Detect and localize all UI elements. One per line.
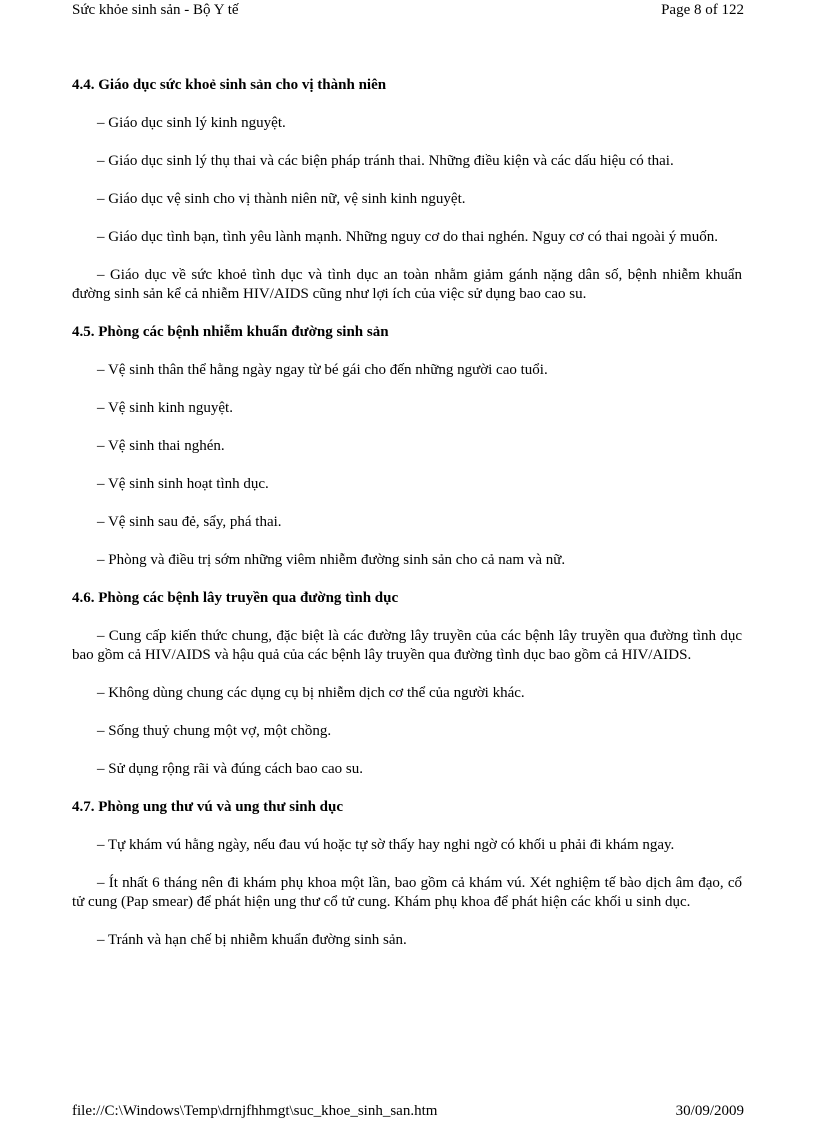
paragraph: – Giáo dục vệ sinh cho vị thành niên nữ, vệ sinh kinh nguyệt. — [97, 191, 466, 207]
paragraph: – Tự khám vú hằng ngày, nếu đau vú hoặc tự sờ thấy hay nghi ngờ có khối u phải đi khám ngay. — [97, 837, 675, 853]
paragraph: – Giáo dục tình bạn, tình yêu lành mạnh. Những nguy cơ do thai nghén. Nguy cơ có thai ngoài ý muốn. — [97, 229, 718, 245]
section-heading-4-6: 4.6. Phòng các bệnh lây truyền qua đường tình dục — [72, 590, 399, 606]
paragraph: – Không dùng chung các dụng cụ bị nhiễm dịch cơ thể của người khác. — [97, 685, 525, 701]
paragraph: – Giáo dục về sức khoẻ tình dục và tình dục an toàn nhằm giảm gánh nặng dân số, bệnh nhiễm khuẩn đường sinh sản kể cả nhiễm HIV/AIDS cũng như lợi ích của việc sử dụng bao cao su. — [72, 267, 742, 302]
paragraph: – Phòng và điều trị sớm những viêm nhiễm đường sinh sản cho cả nam và nữ. — [97, 552, 566, 568]
paragraph: – Vệ sinh sau đẻ, sẩy, phá thai. — [97, 514, 282, 530]
paragraph: – Giáo dục sinh lý kinh nguyệt. — [97, 115, 286, 131]
paragraph: – Vệ sinh thân thể hằng ngày ngay từ bé gái cho đến những người cao tuổi. — [97, 362, 548, 378]
footer-path: file://C:\Windows\Temp\drnjfhhmgt\suc_khoe_sinh_san.htm — [72, 1103, 438, 1119]
paragraph: – Sử dụng rộng rãi và đúng cách bao cao su. — [97, 761, 363, 777]
page-number: Page 8 of 122 — [661, 2, 744, 18]
section-heading-4-5: 4.5. Phòng các bệnh nhiễm khuẩn đường sinh sản — [72, 324, 389, 340]
document-body — [72, 76, 742, 969]
paragraph: – Cung cấp kiến thức chung, đặc biệt là các đường lây truyền của các bệnh lây truyền qua đường tình dục bao gồm cả HIV/AIDS và hậu quả của các bệnh lây truyền qua đường tình dục bao gồm cả HIV/AIDS. — [72, 628, 742, 663]
section-heading-4-7: 4.7. Phòng ung thư vú và ung thư sinh dục — [72, 799, 344, 815]
paragraph: – Vệ sinh sinh hoạt tình dục. — [97, 476, 269, 492]
header-title: Sức khỏe sinh sản - Bộ Y tế — [72, 2, 239, 18]
paragraph: – Ít nhất 6 tháng nên đi khám phụ khoa một lần, bao gồm cả khám vú. Xét nghiệm tế bào dịch âm đạo, cổ tử cung (Pap smear) để phát hiện ung thư cổ tử cung. Khám phụ khoa để phát hiện các khối u sinh dục. — [72, 875, 742, 910]
paragraph: – Vệ sinh thai nghén. — [97, 438, 225, 454]
paragraph: – Vệ sinh kinh nguyệt. — [97, 400, 233, 416]
paragraph: – Tránh và hạn chế bị nhiễm khuẩn đường sinh sản. — [97, 932, 407, 948]
paragraph: – Giáo dục sinh lý thụ thai và các biện pháp tránh thai. Những điều kiện và các dấu hiệu có thai. — [97, 153, 674, 169]
paragraph: – Sống thuỷ chung một vợ, một chồng. — [97, 723, 332, 739]
section-heading-4-4: 4.4. Giáo dục sức khoẻ sinh sản cho vị thành niên — [72, 77, 387, 93]
footer-date: 30/09/2009 — [675, 1103, 744, 1119]
